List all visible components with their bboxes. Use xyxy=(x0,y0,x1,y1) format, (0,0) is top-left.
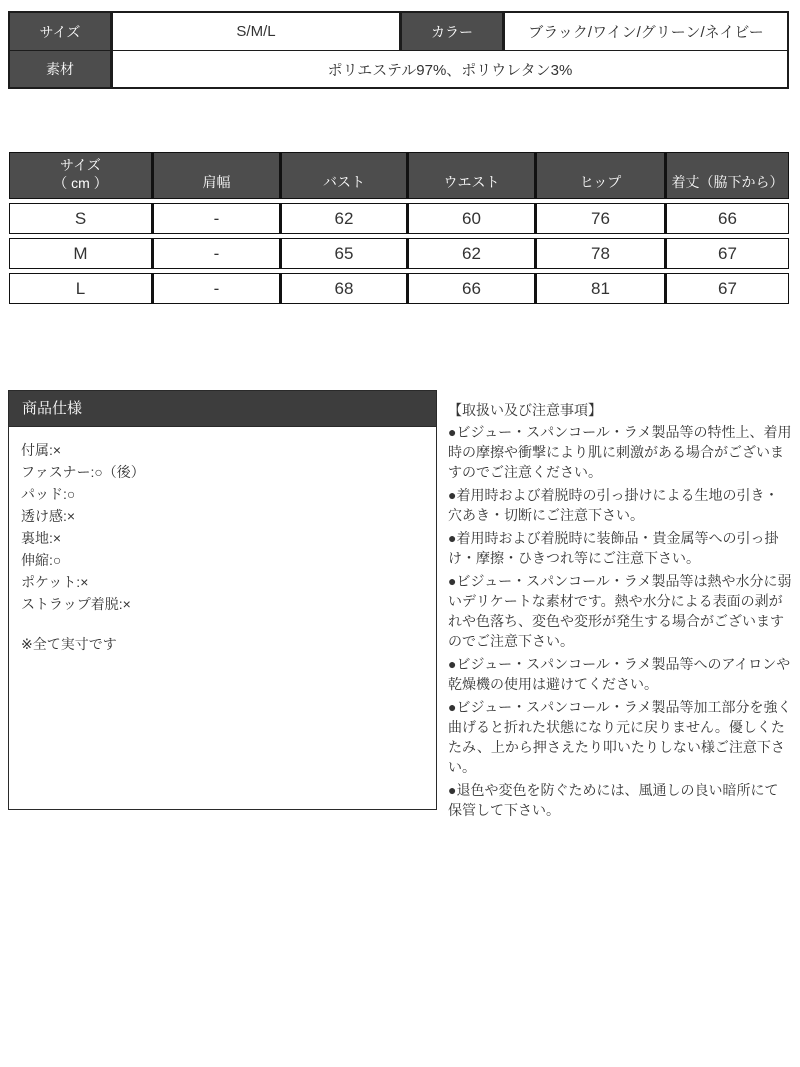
size-row-m xyxy=(9,238,789,269)
cell-l-hip: 81 xyxy=(537,273,667,304)
cell-l-bust: 68 xyxy=(282,273,409,304)
cell-s-size: S xyxy=(9,203,154,234)
cell-m-shoulder: - xyxy=(154,238,282,269)
info-row-material xyxy=(10,50,787,87)
spec-item-fastener: ファスナー:○（後） xyxy=(21,464,145,480)
header-shoulder: 肩幅 xyxy=(154,152,282,199)
precautions-section xyxy=(448,400,792,823)
precaution-item: ●ビジュー・スパンコール・ラメ製品等の特性上、着用時の摩擦や衝撃により肌に刺激がある場合がございますのでご注意ください。 xyxy=(448,424,792,480)
precaution-item: ●ビジュー・スパンコール・ラメ製品等加工部分を強く曲げると折れた状態になり元に戻りません。優しくたたみ、上から押さえたり叩いたりしない様ご注意下さい。 xyxy=(448,699,792,775)
size-chart-header-row xyxy=(9,152,789,199)
precautions-title: 【取扱い及び注意事項】 xyxy=(448,402,602,418)
spec-item-lining: 裏地:× xyxy=(21,530,62,546)
header-waist: ウエスト xyxy=(409,152,537,199)
spec-item-strap: ストラップ着脱:× xyxy=(21,596,131,612)
header-size-cm xyxy=(9,152,154,199)
spec-item-accessory: 付属:× xyxy=(21,442,62,458)
precaution-item: ●着用時および着脱時に装飾品・貴金属等への引っ掛け・摩擦・ひきつれ等にご注意下さい。 xyxy=(448,530,779,566)
header-size-line2: （ cm ） xyxy=(53,175,108,191)
spec-note-actual-size: ※全て実寸です xyxy=(21,636,117,652)
size-row-l xyxy=(9,273,789,304)
spec-item-pocket: ポケット:× xyxy=(21,574,89,590)
cell-m-length: 67 xyxy=(667,238,789,269)
material-value-cell: ポリエステル97%、ポリウレタン3% xyxy=(327,61,573,79)
header-length: 着丈（脇下から） xyxy=(667,152,789,199)
cell-m-size: M xyxy=(9,238,154,269)
cell-m-waist: 62 xyxy=(409,238,537,269)
product-spec-body xyxy=(9,427,436,667)
precaution-item: ●ビジュー・スパンコール・ラメ製品等へのアイロンや乾燥機の使用は避けてください。 xyxy=(448,656,791,692)
product-spec-title: 商品仕様 xyxy=(9,391,436,427)
color-value-cell: ブラック/ワイン/グリーン/ネイビー xyxy=(528,24,764,41)
cell-l-shoulder: - xyxy=(154,273,282,304)
cell-s-bust: 62 xyxy=(282,203,409,234)
spec-item-stretch: 伸縮:○ xyxy=(21,552,62,568)
cell-l-length: 67 xyxy=(667,273,789,304)
spec-item-sheerness: 透け感:× xyxy=(21,508,76,524)
color-label-cell: カラー xyxy=(399,13,505,50)
cell-m-bust: 65 xyxy=(282,238,409,269)
size-value-cell: S/M/L xyxy=(236,23,276,40)
cell-m-hip: 78 xyxy=(537,238,667,269)
header-bust: バスト xyxy=(282,152,409,199)
header-hip: ヒップ xyxy=(537,152,667,199)
precaution-item: ●ビジュー・スパンコール・ラメ製品等は熱や水分に弱いデリケートな素材です。熱や水分による表面の剥がれや色落ち、変色や変形が発生する場合がございますのでご注意下さい。 xyxy=(448,573,792,649)
header-size-line1: サイズ xyxy=(60,157,101,173)
size-row-s xyxy=(9,203,789,234)
precaution-item: ●着用時および着脱時の引っ掛けによる生地の引き・穴あき・切断にご注意下さい。 xyxy=(448,487,779,523)
info-row-size-color xyxy=(10,13,787,50)
product-spec-box xyxy=(8,390,437,810)
cell-l-size: L xyxy=(9,273,154,304)
cell-s-length: 66 xyxy=(667,203,789,234)
size-label-cell: サイズ xyxy=(10,13,113,50)
material-label-cell: 素材 xyxy=(10,51,113,87)
product-info-table xyxy=(8,11,789,89)
precaution-item: ●退色や変色を防ぐためには、風通しの良い暗所にて保管して下さい。 xyxy=(448,782,779,818)
cell-s-hip: 76 xyxy=(537,203,667,234)
cell-s-shoulder: - xyxy=(154,203,282,234)
cell-s-waist: 60 xyxy=(409,203,537,234)
size-chart-table xyxy=(9,148,789,308)
spec-item-pad: パッド:○ xyxy=(21,486,76,502)
cell-l-waist: 66 xyxy=(409,273,537,304)
